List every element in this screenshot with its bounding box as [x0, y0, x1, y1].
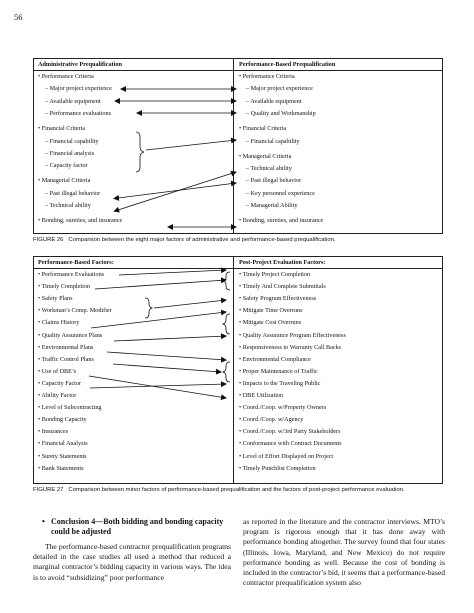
figure-27-right-item: • Proper Maintenance of Traffic	[239, 367, 318, 375]
figure-27-caption	[33, 487, 445, 494]
left-paragraph: The performance-based contractor prequalification programs detailed in the case studies all used a method that reduced a marginal contractor’s bidding capacity in various ways. The idea is to avoid “subsidizing” poor performance	[33, 542, 231, 582]
brace-safety-workman	[145, 298, 152, 318]
figure-27-left-item: • Level of Subcontracting	[38, 404, 102, 412]
figure-27-left-item: • Insurances	[38, 428, 69, 436]
arrow-qa	[114, 336, 226, 341]
figure-27-caption-text: Comparison between minor factors of performance-based prequalification and the factors of post-project performance evaluation.	[68, 487, 405, 493]
page-number: 56	[14, 12, 23, 22]
figure-26-right-item: • Financial Criteria	[239, 125, 287, 133]
figure-27-left-item: • Safety Plans	[38, 295, 73, 303]
figure-27-right-item: • Environmental Compliance	[239, 355, 311, 363]
figure-26-right-header: Performance-Based Prequalification	[239, 61, 336, 68]
arrow-claims	[91, 312, 226, 328]
figure-26-right-item: – Quality and Workmanship	[246, 109, 316, 117]
figure-27-right-item: • Coord./Coop. w/Agency	[239, 416, 304, 424]
figure-27-left-item: • Surety Statements	[38, 452, 87, 460]
arrow-dbe	[89, 376, 226, 398]
figure-27-right-item: • Coord./Coop. w/Property Owners	[239, 404, 327, 412]
figure-27-left-header: Performance-Based Factors:	[38, 259, 114, 266]
figure-26-left-item: • Performance Criteria	[38, 73, 94, 80]
figure-27-left-item: • Bonding Capacity	[38, 416, 87, 424]
figure-27-right-item: • Quality Assurance Program Effectiveness	[239, 331, 346, 339]
figure-26-left-item: • Bonding, sureties, and insurance	[38, 217, 123, 225]
figure-26-right-item: • Managerial Criteria	[239, 152, 292, 160]
figure-27-right-item: • Impacts to the Traveling Public	[239, 379, 321, 387]
right-paragraph: as reported in the literature and the contractor interviews. MTO’s program is rigorous enough that it has done away with performance bonding altogether. The survey found that four states (Illinois, Iowa, Maryland, and New Mexico) do not require performance bonding as well. Because the cost of bonding is included in the contractor’s bid, it seems that a performance-based contractor prequalification system also	[243, 517, 445, 588]
figure-27-left-item: • Traffic Control Plans	[38, 355, 94, 363]
figure-27-right-item: • DBE Utilization	[239, 392, 284, 399]
figure-27-right-item: • Safety Program Effectiveness	[239, 295, 317, 303]
figure-27-caption-label: FIGURE 27	[33, 487, 64, 493]
figure-27-right-item: • Conformance with Contract Documents	[239, 440, 342, 448]
figure-26-right-item: – Major project experience	[246, 85, 313, 93]
conclusion-heading-text: Conclusion 4—Both bidding and bonding capacity could be adjusted	[51, 517, 224, 536]
figure-27-left-item: • Claims History	[38, 319, 80, 327]
conclusion-heading-bullet: •	[42, 517, 45, 526]
figure-26-left-item: – Capacity factor	[45, 162, 88, 170]
figure-27-left-item: • Quality Assurance Plans	[38, 331, 103, 339]
figure-27-right-item: • Timely Punchlist Completion	[239, 464, 316, 472]
figure-27-right-item: • Timely And Complete Submittals	[239, 283, 326, 291]
figure-26-right-item: – Technical ability	[246, 165, 292, 173]
arrow-safety	[154, 300, 226, 308]
brace-overruns	[223, 314, 230, 334]
figure-26-right-item: – Past illegal behavior	[246, 177, 302, 185]
figure-27-left-item: • Environmental Plans	[38, 343, 94, 351]
figure-26-left-item: – Technical ability	[45, 202, 91, 209]
arrow-timely-completion	[95, 280, 226, 289]
figure-26-left-item: – Past illegal behavior	[45, 189, 101, 197]
figure-26-left-item: – Performance evaluations	[45, 109, 111, 117]
figure-27-left-item: • Workman’s Comp. Modifier	[38, 307, 112, 315]
figure-27-left-item: • Performance Evaluations	[38, 271, 105, 278]
figure-27-right-item: • Mitigate Time Overruns	[239, 307, 303, 315]
figure-26-left-item: – Available equipment	[45, 97, 101, 105]
arrow-env	[107, 352, 226, 360]
figure-27-left-item: • Bank Statements	[38, 464, 84, 472]
figure-26-left-header: Administrative Prequalification	[38, 61, 122, 68]
brace-post-top	[223, 272, 230, 290]
figure-27-left-item: • Capacity Factor	[38, 379, 82, 387]
figure-27-right-item: • Responsiveness to Warranty Call Backs	[239, 343, 342, 351]
figure-26-right-item: – Key personnel experience	[246, 189, 315, 197]
figure-26-left-item: – Financial analysis	[45, 149, 95, 157]
figure-27-left-item: • Ability Factor	[38, 392, 77, 399]
figure-26-left-item: • Managerial Criteria	[38, 177, 91, 185]
figure-27-left-item: • Financial Analysis	[38, 440, 88, 448]
arrow-traffic	[113, 364, 221, 372]
figure-27-left-item: • Use of DBE’s	[38, 367, 77, 375]
figure-26-left-item: – Major project experience	[45, 85, 112, 93]
figure-26-right-item: – Available equipment	[246, 97, 302, 105]
figure-26-left-item: – Financial capability	[45, 137, 99, 145]
figure-27-right-item: • Coord./Coop. w/3rd Party Stakeholders	[239, 428, 341, 436]
figure-26-right-item: – Managerial Ability	[246, 202, 298, 209]
figure-26-left-item: • Financial Criteria	[38, 125, 86, 133]
figure-27-right-item: • Level of Effort Displayed on Project	[239, 452, 334, 460]
brace-traffic	[223, 362, 230, 382]
conclusion-heading	[42, 517, 232, 537]
figure-26-right-item: • Bonding, sureties, and insurance	[239, 217, 324, 225]
figure-26-caption-text: Comparison between the eight major factors of administrative and performance-based prequalification.	[68, 237, 336, 243]
figure-26-right-item: – Financial capability	[246, 137, 300, 145]
arrow-perf-eval	[119, 270, 226, 275]
figure-27-right-item: • Mitigate Cost Overruns	[239, 319, 302, 327]
figure-26-right-item: • Performance Criteria	[239, 73, 295, 80]
figure-27-right-header: Post-Project Evaluation Factors:	[239, 259, 326, 266]
figure-26-caption-label: FIGURE 26	[33, 237, 64, 243]
figure-27-right-item: • Timely Project Completion	[239, 271, 311, 278]
figure-27-left-item: • Timely Completion	[38, 283, 91, 291]
